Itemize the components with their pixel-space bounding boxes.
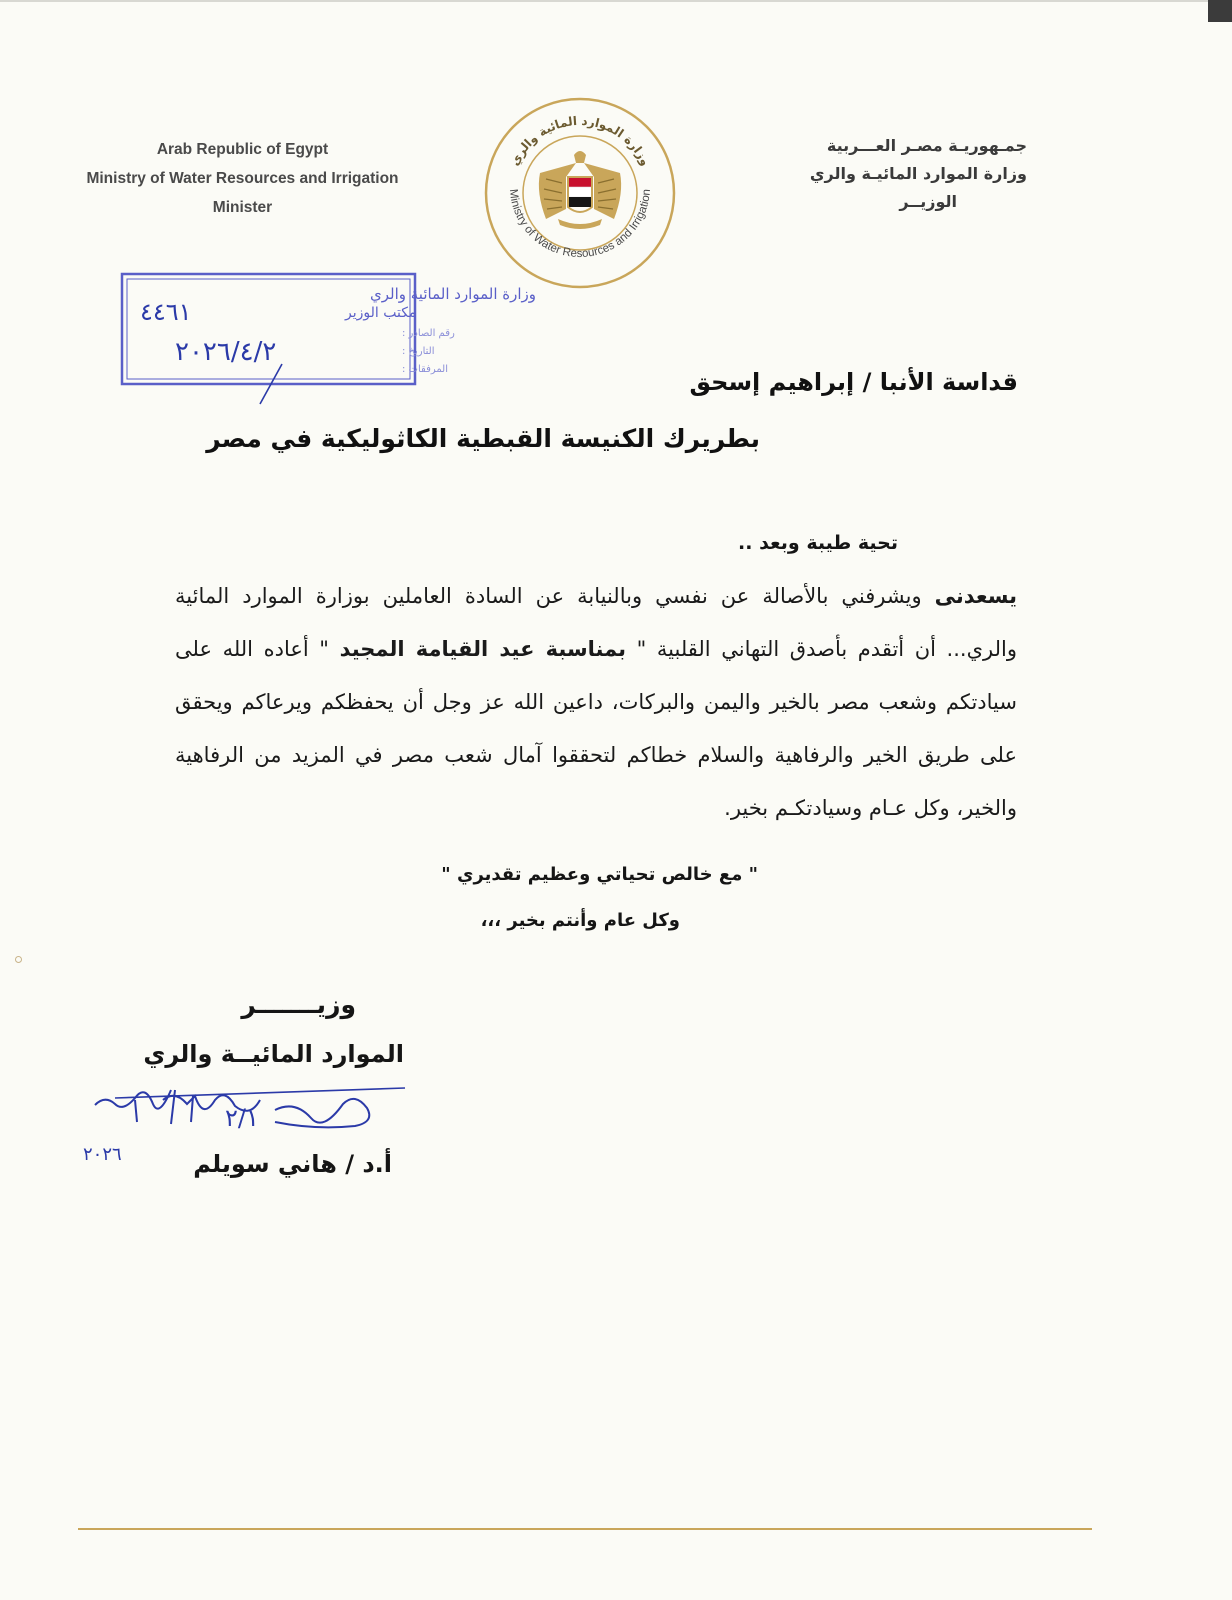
stamp-handwritten-date: ٢٠٢٦/٤/٢	[175, 337, 277, 367]
stamp-line-ministry: وزارة الموارد المائية والري	[370, 285, 537, 303]
signature-ministry: الموارد المائيــة والري	[143, 1040, 404, 1068]
stamp-field-attachments: المرفقات :	[402, 364, 448, 375]
stamp-field-date: التاريخ :	[402, 346, 435, 357]
body-occasion: بمناسبة عيد القيامة المجيد	[339, 637, 627, 661]
scan-corner-mark	[1208, 0, 1232, 22]
header-arabic-ministry: وزارة الموارد المائيـة والري	[809, 164, 1027, 183]
body-text-part1: ويشرفني بالأصالة عن نفسي وبالنيابة عن السادة العاملين بوزارة الموارد المائية والري... أن أتقدم بأصدق التهاني القلبية "	[175, 584, 1017, 661]
signature-handwritten-year: ٢٠٢٦	[83, 1144, 122, 1165]
stamp-handwritten-number: ٤٤٦١	[140, 298, 192, 326]
incoming-stamp	[120, 272, 537, 392]
header-arabic-country: جمـهوريـة مصـر العـــربية	[826, 136, 1027, 155]
page-top-edge	[0, 0, 1232, 2]
greeting: تحية طيبة وبعد ..	[738, 532, 898, 554]
seal-arabic-text: وزارة الموارد المائية والري	[507, 113, 653, 168]
ministry-seal	[482, 95, 678, 291]
footer-divider	[78, 1528, 1092, 1530]
letter-body	[175, 570, 1017, 835]
closing-regards: " مع خالص تحياتي وعظيم تقديري "	[441, 864, 758, 885]
recipient-title: بطريرك الكنيسة القبطية الكاثوليكية في مصر	[206, 424, 760, 453]
signature-handwritten-date: ٢/١	[225, 1104, 259, 1132]
header-english	[60, 135, 425, 222]
header-arabic	[767, 132, 1027, 216]
stamp-line-office: مكتب الوزير	[345, 305, 417, 321]
eagle-emblem-icon	[539, 151, 621, 229]
recipient-name: قداسة الأنبا / إبراهيم إسحق	[689, 368, 1018, 396]
body-text-part2: " أعاده الله على سيادتكم وشعب مصر بالخير واليمن والبركات، داعين الله عز وجل أن يحفظكم ويرعاكم ويحقق على طريق الخير والرفاهية والسلام خطاكم لتحققوا آمال شعب مصر في المزيد من الرفاهية والخير، وكل عـام وسيادتكـم بخير.	[175, 637, 1017, 820]
signature-title: وزيـــــــر	[241, 990, 356, 1019]
stamp-field-number: رقم الصادر :	[402, 328, 455, 339]
scan-speck	[15, 956, 22, 963]
header-english-ministry: Ministry of Water Resources and Irrigation	[86, 170, 399, 187]
header-english-minister: Minister	[212, 199, 273, 216]
signatory-name: أ.د / هاني سويلم	[193, 1150, 392, 1178]
header-arabic-minister: الوزيــر	[899, 192, 957, 211]
body-opening-word: يسعدنى	[934, 584, 1017, 608]
seal-english-text: Ministry of Water Resources and Irrigation	[506, 188, 654, 261]
header-english-country: Arab Republic of Egypt	[156, 141, 329, 158]
closing-wishes: وكل عام وأنتم بخير ،،،	[480, 910, 680, 931]
